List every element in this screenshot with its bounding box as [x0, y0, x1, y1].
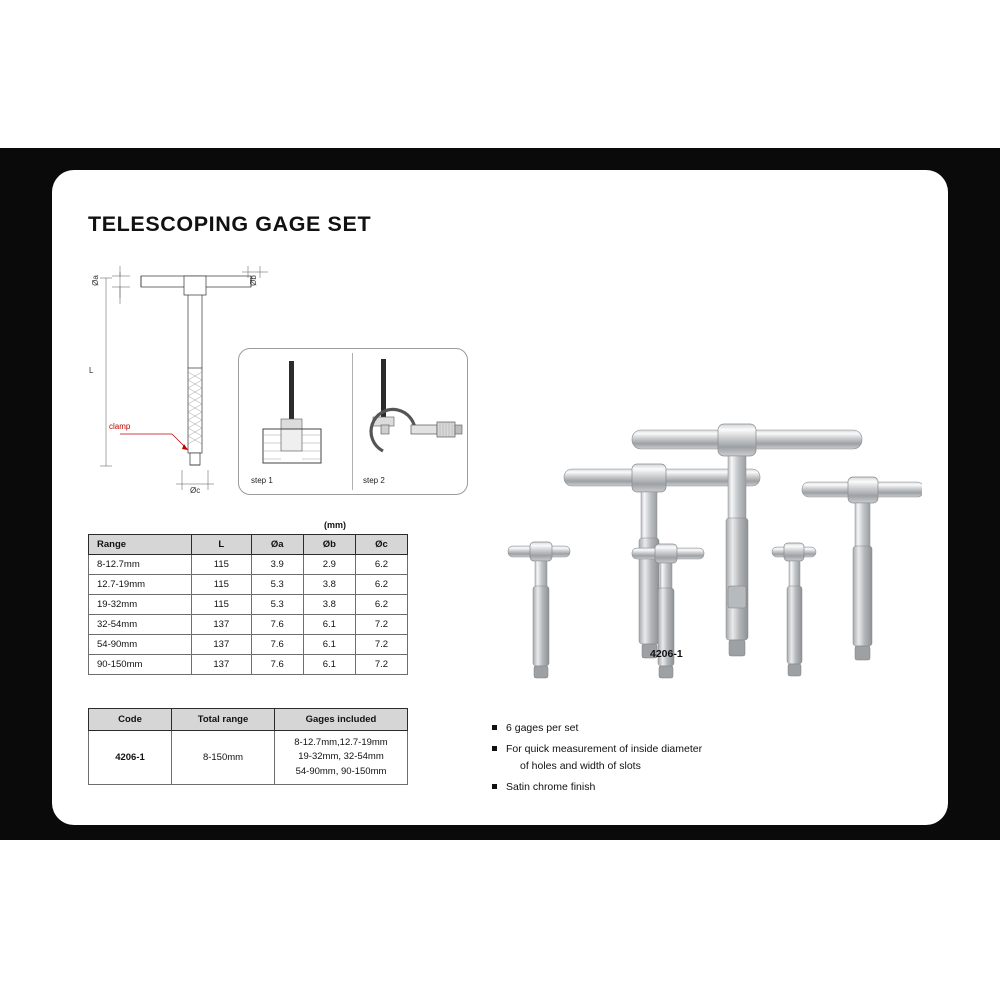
ordering-code-table [88, 708, 408, 785]
feature-item-3 [492, 779, 822, 795]
cell-range: 90-150mm [89, 655, 192, 675]
step1-illustration [245, 355, 355, 473]
table-row [89, 731, 408, 785]
feature-text: For quick measurement of inside diameter [506, 743, 703, 756]
feature-text: 6 gages per set [506, 722, 579, 734]
gages-line-2: 19-32mm, 32-54mm [298, 751, 384, 763]
cell-ob: 2.9 [303, 555, 355, 575]
dimension-label-l: L [89, 366, 94, 375]
feature-text-continuation: of holes and width of slots [520, 759, 641, 772]
cell-l: 137 [192, 635, 252, 655]
bullet-square-icon [492, 725, 497, 730]
gage-small-1 [508, 542, 570, 678]
cell-oc: 6.2 [355, 575, 407, 595]
cell-l: 115 [192, 595, 252, 615]
column-header-oa: Øa [251, 535, 303, 555]
cell-oc: 7.2 [355, 615, 407, 635]
product-photo-svg [472, 250, 922, 720]
cell-range: 8-12.7mm [89, 555, 192, 575]
cell-total-range: 8-150mm [172, 731, 275, 785]
cell-l: 137 [192, 615, 252, 635]
cell-oa: 3.9 [251, 555, 303, 575]
cell-range: 54-90mm [89, 635, 192, 655]
table-header-row [89, 535, 408, 555]
gages-line-3: 54-90mm, 90-150mm [295, 765, 387, 777]
cell-oa: 7.6 [251, 615, 303, 635]
gage-small-3 [772, 543, 816, 676]
cell-oa: 5.3 [251, 575, 303, 595]
step2-illustration [357, 355, 467, 473]
cell-oa: 7.6 [251, 655, 303, 675]
column-header-ob: Øb [303, 535, 355, 555]
cell-range: 32-54mm [89, 615, 192, 635]
cell-ob: 6.1 [303, 615, 355, 635]
product-sheet-card [52, 170, 948, 825]
bullet-square-icon [492, 746, 497, 751]
bullet-square-icon [492, 784, 497, 789]
table-row [89, 615, 408, 635]
cell-oa: 5.3 [251, 595, 303, 615]
unit-note: (mm) [324, 520, 346, 530]
cell-gages-included [275, 731, 408, 785]
specification-table [88, 534, 408, 675]
cell-l: 115 [192, 575, 252, 595]
cell-ob: 3.8 [303, 595, 355, 615]
column-header-range: Range [89, 535, 192, 555]
column-header-oc: Øc [355, 535, 407, 555]
cell-oa: 7.6 [251, 635, 303, 655]
cell-ob: 6.1 [303, 655, 355, 675]
cell-code: 4206-1 [89, 731, 172, 785]
cell-oc: 6.2 [355, 555, 407, 575]
cell-oc: 7.2 [355, 635, 407, 655]
usage-steps-box [238, 348, 468, 495]
column-header-l: L [192, 535, 252, 555]
table-row [89, 655, 408, 675]
table-row [89, 595, 408, 615]
cell-l: 137 [192, 655, 252, 675]
cell-oc: 7.2 [355, 655, 407, 675]
product-photo [472, 250, 922, 720]
table-row [89, 555, 408, 575]
cell-ob: 6.1 [303, 635, 355, 655]
gage-medium-1 [802, 477, 922, 660]
column-header-total-range: Total range [172, 709, 275, 731]
column-header-code: Code [89, 709, 172, 731]
cell-oc: 6.2 [355, 595, 407, 615]
feature-item-1 [492, 720, 822, 736]
cell-l: 115 [192, 555, 252, 575]
step2-label: step 2 [363, 476, 385, 485]
clamp-label: clamp [109, 422, 131, 431]
cell-ob: 3.8 [303, 575, 355, 595]
dimension-label-a: Øa [90, 275, 100, 286]
table-header-row [89, 709, 408, 731]
feature-list [492, 720, 822, 800]
step1-label: step 1 [251, 476, 273, 485]
page-title: TELESCOPING GAGE SET [88, 212, 372, 236]
gages-line-1: 8-12.7mm,12.7-19mm [294, 737, 388, 748]
product-part-number: 4206-1 [650, 648, 683, 660]
feature-item-2 [492, 741, 822, 774]
table-row [89, 575, 408, 595]
feature-text: Satin chrome finish [506, 780, 596, 793]
dimension-label-c: Øc [190, 486, 201, 495]
column-header-gages-included: Gages included [275, 709, 408, 731]
cell-range: 12.7-19mm [89, 575, 192, 595]
dimension-label-b: Øb [248, 275, 258, 286]
table-row [89, 635, 408, 655]
cell-range: 19-32mm [89, 595, 192, 615]
